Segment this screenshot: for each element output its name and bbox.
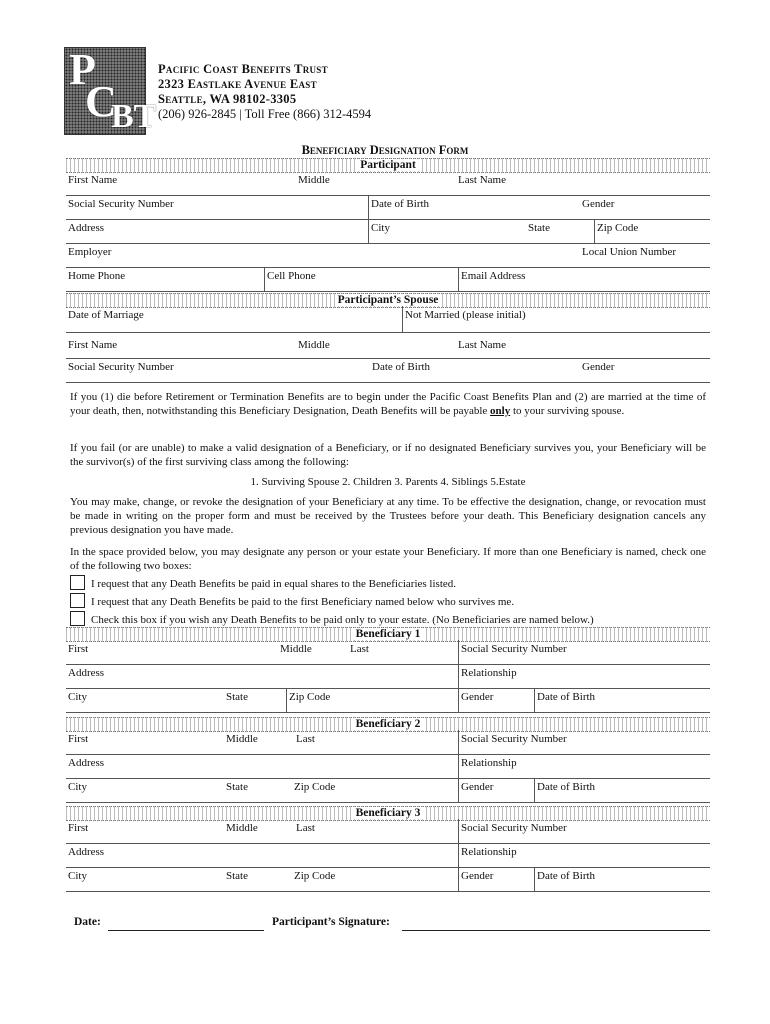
org-street: 2323 Eastlake Avenue East	[158, 77, 317, 91]
beneficiary-1-address-label: Address	[68, 667, 105, 679]
paragraph-designate-instructions: In the space provided below, you may designate any person or your estate your Beneficiary. If more than one Beneficiary is named, check one of the following two boxes:	[70, 546, 706, 572]
participant-middle-label: Middle	[298, 174, 330, 186]
beneficiary-2-name-row[interactable]	[66, 730, 710, 755]
org-name: Pacific Coast Benefits Trust	[158, 62, 328, 76]
spouse-first-name-label: First Name	[68, 339, 118, 351]
spouse-name-row[interactable]	[66, 332, 710, 359]
beneficiary-2-city-row[interactable]	[66, 778, 710, 803]
beneficiary-1-city-label: City	[68, 691, 87, 703]
beneficiary-2-address-row[interactable]	[66, 754, 710, 779]
beneficiary-3-relationship-label: Relationship	[458, 843, 517, 867]
option-estate-only[interactable]: Check this box if you wish any Death Benefits to be paid only to your estate. (No Beneficiaries are named below.)	[70, 611, 594, 627]
spouse-marriage-row[interactable]	[66, 306, 710, 333]
participant-employer-label: Employer	[68, 246, 112, 258]
participant-phone-row[interactable]	[66, 267, 710, 292]
spouse-header: Participant’s Spouse	[66, 293, 710, 308]
beneficiary-1-ssn-label: Social Security Number	[458, 640, 567, 664]
beneficiary-3-first-label: First	[68, 822, 89, 834]
checkbox[interactable]	[70, 611, 85, 626]
spouse-middle-label: Middle	[298, 339, 330, 351]
paragraph-spouse-rule: If you (1) die before Retirement or Termination Benefits are to begin under the Pacific Coast Benefits Plan and (2) are married at the time of your death, then, notwithstanding this Beneficiary Designation, Death Benefits will be payable only to your surviving spouse.	[70, 391, 706, 417]
form-title: Beneficiary Designation Form	[301, 143, 469, 157]
beneficiary-1-header: Beneficiary 1	[66, 627, 710, 642]
beneficiary-1-dob-label: Date of Birth	[534, 688, 595, 712]
beneficiary-3-last-label: Last	[296, 822, 315, 834]
spouse-ssn-label: Social Security Number	[68, 361, 174, 373]
logo-letter-p: P	[69, 45, 96, 94]
participant-home-phone-label: Home Phone	[68, 270, 126, 282]
participant-ssn-label: Social Security Number	[68, 198, 174, 210]
beneficiary-1-last-label: Last	[350, 643, 369, 655]
date-label: Date:	[74, 916, 101, 928]
participant-gender-label: Gender	[582, 198, 615, 210]
spouse-date-of-marriage-label: Date of Marriage	[68, 309, 144, 321]
beneficiary-2-first-label: First	[68, 733, 89, 745]
participant-city-label: City	[368, 219, 390, 243]
beneficiary-3-state-label: State	[226, 870, 248, 882]
beneficiary-3-dob-label: Date of Birth	[534, 867, 595, 891]
participant-state-label: State	[528, 222, 550, 234]
beneficiary-3-address-row[interactable]	[66, 843, 710, 868]
beneficiary-1-name-row[interactable]	[66, 640, 710, 665]
beneficiary-3-name-row[interactable]	[66, 819, 710, 844]
participant-ssn-row[interactable]	[66, 195, 710, 220]
logo-letters-bt: BT	[111, 98, 157, 135]
participant-name-row[interactable]	[66, 171, 710, 196]
beneficiary-2-state-label: State	[226, 781, 248, 793]
spouse-ssn-row[interactable]	[66, 358, 710, 383]
org-city: Seattle, WA 98102-3305	[158, 92, 297, 106]
beneficiary-3-zip-label: Zip Code	[294, 870, 336, 882]
checkbox[interactable]	[70, 575, 85, 590]
beneficiary-3-ssn-label: Social Security Number	[458, 819, 567, 843]
paragraph-surviving-classes: 1. Surviving Spouse 2. Children 3. Parents 4. Siblings 5.Estate	[250, 476, 526, 488]
beneficiary-1-zip-label: Zip Code	[286, 688, 330, 712]
spouse-dob-label: Date of Birth	[372, 361, 431, 373]
beneficiary-2-city-label: City	[68, 781, 87, 793]
beneficiary-2-last-label: Last	[296, 733, 315, 745]
org-phone: (206) 926-2845 | Toll Free (866) 312-4594	[158, 107, 372, 121]
beneficiary-2-header: Beneficiary 2	[66, 717, 710, 732]
beneficiary-3-city-label: City	[68, 870, 87, 882]
option-first-survivor[interactable]: I request that any Death Benefits be paid to the first Beneficiary named below who survives me.	[70, 593, 514, 609]
option-equal-shares[interactable]: I request that any Death Benefits be paid in equal shares to the Beneficiaries listed.	[70, 575, 456, 591]
beneficiary-3-city-row[interactable]	[66, 867, 710, 892]
participant-local-union-label: Local Union Number	[582, 246, 677, 258]
beneficiary-1-middle-label: Middle	[280, 643, 312, 655]
paragraph-default-beneficiary: If you fail (or are unable) to make a valid designation of a Beneficiary, or if no designated Beneficiary survives you, your Beneficiary will be the survivor(s) of the first surviving class among the following:	[70, 442, 706, 468]
beneficiary-3-middle-label: Middle	[226, 822, 258, 834]
participant-header: Participant	[66, 158, 710, 173]
beneficiary-2-dob-label: Date of Birth	[534, 778, 595, 802]
participant-cell-phone-label: Cell Phone	[264, 267, 316, 291]
beneficiary-1-address-row[interactable]	[66, 664, 710, 689]
beneficiary-1-first-label: First	[68, 643, 89, 655]
participant-last-name-label: Last Name	[458, 174, 506, 186]
participant-address-label: Address	[68, 222, 105, 234]
spouse-last-name-label: Last Name	[458, 339, 506, 351]
beneficiary-2-middle-label: Middle	[226, 733, 258, 745]
signature-line[interactable]	[402, 930, 710, 931]
beneficiary-3-gender-label: Gender	[458, 867, 493, 891]
beneficiary-2-zip-label: Zip Code	[294, 781, 336, 793]
beneficiary-2-address-label: Address	[68, 757, 105, 769]
beneficiary-2-relationship-label: Relationship	[458, 754, 517, 778]
spouse-gender-label: Gender	[582, 361, 615, 373]
organization-address	[158, 62, 371, 122]
beneficiary-3-address-label: Address	[68, 846, 105, 858]
participant-signature-label: Participant’s Signature:	[272, 916, 390, 928]
pcbt-logo	[64, 45, 157, 135]
paragraph-change-designation: You may make, change, or revoke the designation of your Beneficiary at any time. To be effective the designation, change, or revocation must be made in writing on the proper form and must be received by the Trustees before your death. This Beneficiary designation cancels any previous designation you have made.	[70, 496, 706, 536]
participant-dob-label: Date of Birth	[368, 195, 429, 219]
beneficiary-2-gender-label: Gender	[458, 778, 493, 802]
date-line[interactable]	[108, 930, 264, 931]
spouse-not-married-label: Not Married (please initial)	[402, 306, 526, 332]
beneficiary-3-header: Beneficiary 3	[66, 806, 710, 821]
beneficiary-1-gender-label: Gender	[458, 688, 493, 712]
participant-first-name-label: First Name	[68, 174, 118, 186]
checkbox[interactable]	[70, 593, 85, 608]
logo-letter-c: C	[85, 77, 117, 126]
beneficiary-2-ssn-label: Social Security Number	[458, 730, 567, 754]
participant-employer-row[interactable]	[66, 243, 710, 268]
beneficiary-1-relationship-label: Relationship	[458, 664, 517, 688]
participant-zip-label: Zip Code	[594, 219, 638, 243]
beneficiary-1-state-label: State	[226, 691, 248, 703]
participant-address-row[interactable]	[66, 219, 710, 244]
participant-email-label: Email Address	[458, 267, 525, 291]
beneficiary-1-city-row[interactable]	[66, 688, 710, 713]
